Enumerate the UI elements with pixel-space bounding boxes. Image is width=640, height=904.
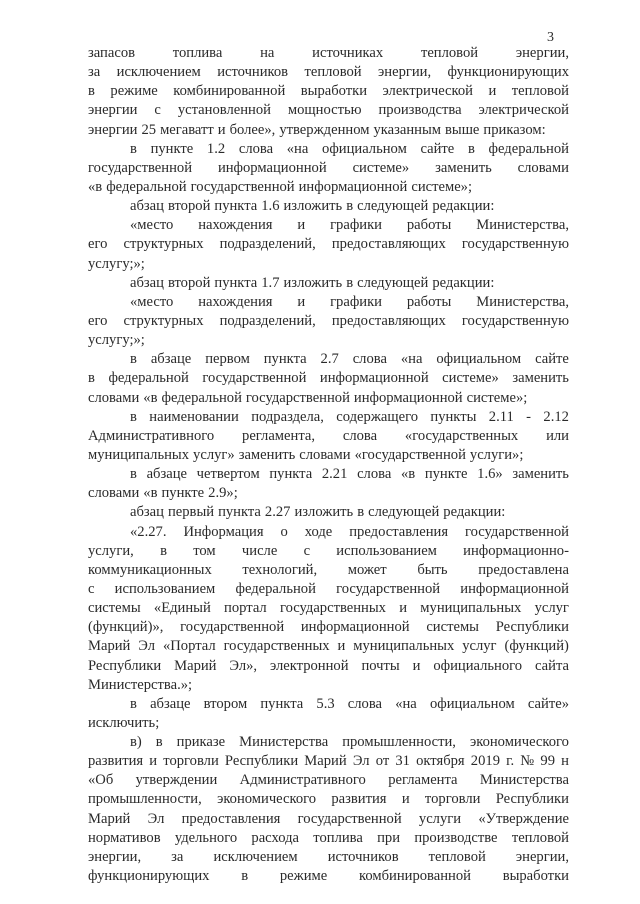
text-line: (функций)», государственной информационной системы Республики: [88, 619, 569, 636]
text-line: Республики Марий Эл», электронной почты и официального сайта: [88, 657, 569, 674]
text-line: коммуникационных технологий, может быть предоставлена: [88, 561, 569, 578]
text-line: «2.27. Информация о ходе предоставления государственной: [130, 523, 569, 540]
text-line: Марий Эл предоставления государственной услуги «Утверждение: [88, 810, 569, 827]
text-line: в федеральной государственной информационной системе» заменить: [88, 370, 569, 387]
text-line: в абзаце первом пункта 2.7 слова «на официальном сайте: [130, 351, 569, 368]
text-line: «место нахождения и графики работы Министерства,: [130, 217, 569, 234]
text-line: промышленности, экономического развития и торговли Республики: [88, 791, 569, 808]
text-line: «Об утверждении Административного регламента Министерства: [88, 772, 569, 789]
text-line: Административного регламента, слова «государственных или: [88, 427, 569, 444]
text-line: исключить;: [88, 714, 160, 731]
text-line: словами «в пункте 2.9»;: [88, 485, 238, 502]
text-line: в наименовании подраздела, содержащего пункты 2.11 - 2.12: [130, 408, 569, 425]
text-line: услуги, в том числе с использованием информационно-: [88, 542, 569, 559]
text-line: нормативов удельного расхода топлива при производстве тепловой: [88, 829, 569, 846]
text-line: его структурных подразделений, предоставляющих государственную: [88, 312, 569, 329]
text-line: его структурных подразделений, предоставляющих государственную: [88, 236, 569, 253]
text-line: в режиме комбинированной выработки электрической и тепловой: [88, 83, 569, 100]
text-line: «место нахождения и графики работы Министерства,: [130, 293, 569, 310]
text-line: Марий Эл «Портал государственных и муниципальных услуг (функций): [88, 638, 569, 655]
text-line: функционирующих в режиме комбинированной выработки: [88, 868, 569, 885]
text-line: словами «в федеральной государственной информационной системе»;: [88, 389, 528, 406]
text-line: с использованием федеральной государственной информационной: [88, 580, 569, 597]
text-line: муниципальных услуг» заменить словами «государственной услуги»;: [88, 446, 524, 463]
text-line: абзац первый пункта 2.27 изложить в следующей редакции:: [130, 504, 506, 521]
text-line: в пункте 1.2 слова «на официальном сайте в федеральной: [130, 140, 569, 157]
page-number: 3: [547, 30, 554, 45]
text-line: энергии 25 мегаватт и более», утвержденном указанным выше приказом:: [88, 121, 546, 138]
text-line: абзац второй пункта 1.7 изложить в следующей редакции:: [130, 274, 495, 291]
document-body: [88, 44, 569, 886]
text-line: в абзаце четвертом пункта 2.21 слова «в пункте 1.6» заменить: [130, 466, 569, 483]
text-line: в абзаце втором пункта 5.3 слова «на официальном сайте»: [130, 695, 569, 712]
text-line: за исключением источников тепловой энергии, функционирующих: [88, 64, 569, 81]
text-line: услугу;»;: [88, 255, 145, 272]
text-line: запасов топлива на источниках тепловой энергии,: [88, 45, 569, 61]
text-line: услугу;»;: [88, 332, 145, 349]
text-line: энергии с установленной мощностью производства электрической: [88, 102, 569, 119]
text-line: системы «Единый портал государственных и муниципальных услуг: [88, 600, 569, 617]
text-line: Министерства.»;: [88, 676, 193, 693]
text-line: развития и торговли Республики Марий Эл от 31 октября 2019 г. № 99 н: [88, 753, 569, 770]
text-line: абзац второй пункта 1.6 изложить в следующей редакции:: [130, 198, 495, 215]
text-line: в) в приказе Министерства промышленности, экономического: [130, 734, 569, 751]
text-line: государственной информационной системе» заменить словами: [88, 159, 569, 176]
text-line: энергии, за исключением источников тепловой энергии,: [88, 848, 569, 865]
text-line: «в федеральной государственной информационной системе»;: [88, 178, 473, 195]
